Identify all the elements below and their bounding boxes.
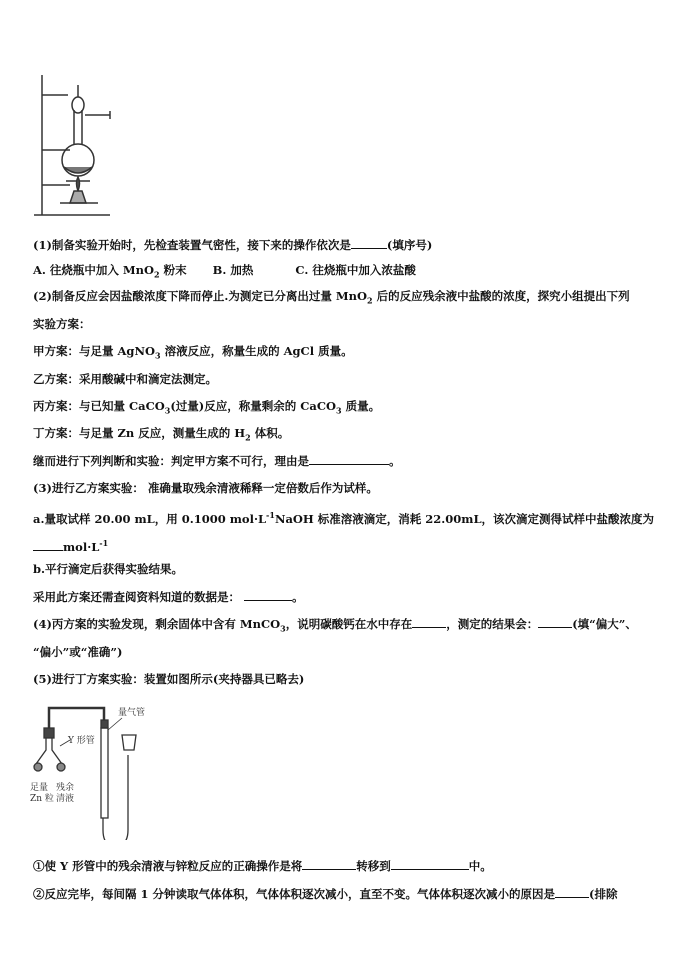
plan-bing: 丙方案：与已知量 CaCO$_3$(过量)反应，称量剩余的 CaCO$_3$ 质量。: [33, 399, 381, 416]
zinc-label-1: 足量: [30, 783, 49, 793]
question-1-options: [33, 262, 416, 282]
answer-blank[interactable]: [391, 858, 469, 870]
option-a: A. 往烧瓶中加入 MnO$_2$ 粉末: [33, 263, 187, 280]
liquid-label-1: 残余: [56, 783, 75, 793]
plan-ding: 丁方案：与足量 Zn 反应，测量生成的 $H_2$ 体积。: [33, 426, 290, 443]
answer-blank[interactable]: [412, 616, 446, 628]
question-3-a: a.量取试样 20.00 mL，用 0.1000 $mol\cdot L^{-1}NaOH$ 标准溶液滴定，消耗 22.00mL，该次滴定测得试样中盐酸浓度为: [33, 510, 655, 526]
answer-blank[interactable]: [302, 858, 356, 870]
question-3-line1: (3)进行乙方案实验： 准确量取残余清液稀释一定倍数后作为试样。: [33, 481, 378, 495]
question-4-line2: “偏小”或“准确”): [33, 645, 123, 659]
plan-yi: 乙方案：采用酸碱中和滴定法测定。: [33, 372, 217, 386]
zinc-label-2: Zn 粒: [30, 794, 54, 804]
answer-blank[interactable]: [538, 616, 572, 628]
question-5-line1: (5)进行丁方案实验：装置如图所示(夹持器具已略去): [33, 672, 305, 686]
question-5-step2: ②反应完毕，每间隔 1 分钟读取气体体积，气体体积逐次减小，直至不变。气体体积逐次减小的原因是 (排除: [33, 887, 618, 901]
liquid-label-2: 清液: [56, 794, 75, 804]
question-4-line1: (4)丙方案的实验发现，剩余固体中含有 MnCO$_3$，说明碳酸钙在水中存在 ，测定的结果会： (填“偏大”、: [33, 617, 637, 634]
question-1-prompt: (1)制备实验开始时，先检查装置气密性，接下来的操作依次是 (填序号): [33, 238, 433, 252]
answer-blank[interactable]: [309, 453, 389, 465]
judgement-line: 继而进行下列判断和实验：判定甲方案不可行，理由是 。: [33, 454, 401, 468]
answer-blank[interactable]: [244, 589, 292, 601]
answer-blank[interactable]: [351, 237, 387, 249]
plan-jia: 甲方案：与足量 AgNO$_3$ 溶液反应，称量生成的 AgCl 质量。: [33, 344, 353, 361]
answer-blank[interactable]: [555, 886, 589, 898]
chlorine-generator-apparatus-figure: [30, 75, 120, 220]
gas-measurement-apparatus-figure: [30, 700, 190, 840]
question-3-a-answer: $mol\cdot L^{-1}$: [33, 535, 108, 555]
question-3-b: b.平行滴定后获得实验结果。: [33, 562, 184, 576]
question-2-line1: (2)制备反应会因盐酸浓度下降而停止.为测定已分离出过量 MnO$_2$ 后的反应残余液中盐酸的浓度，探究小组提出下列: [33, 289, 630, 306]
option-b: B. 加热: [212, 263, 254, 277]
question-5-step1: ①使 Y 形管中的残余清液与锌粒反应的正确操作是将 转移到 中。: [33, 859, 492, 873]
answer-blank[interactable]: [33, 539, 63, 551]
y-tube-label: Y 形管: [68, 736, 95, 746]
question-2-line2: 实验方案：: [33, 317, 91, 331]
burette-label: 量气管: [118, 708, 146, 718]
question-3-need: 采用此方案还需查阅资料知道的数据是： 。: [33, 590, 304, 604]
option-c: C. 往烧瓶中加入浓盐酸: [295, 263, 416, 277]
